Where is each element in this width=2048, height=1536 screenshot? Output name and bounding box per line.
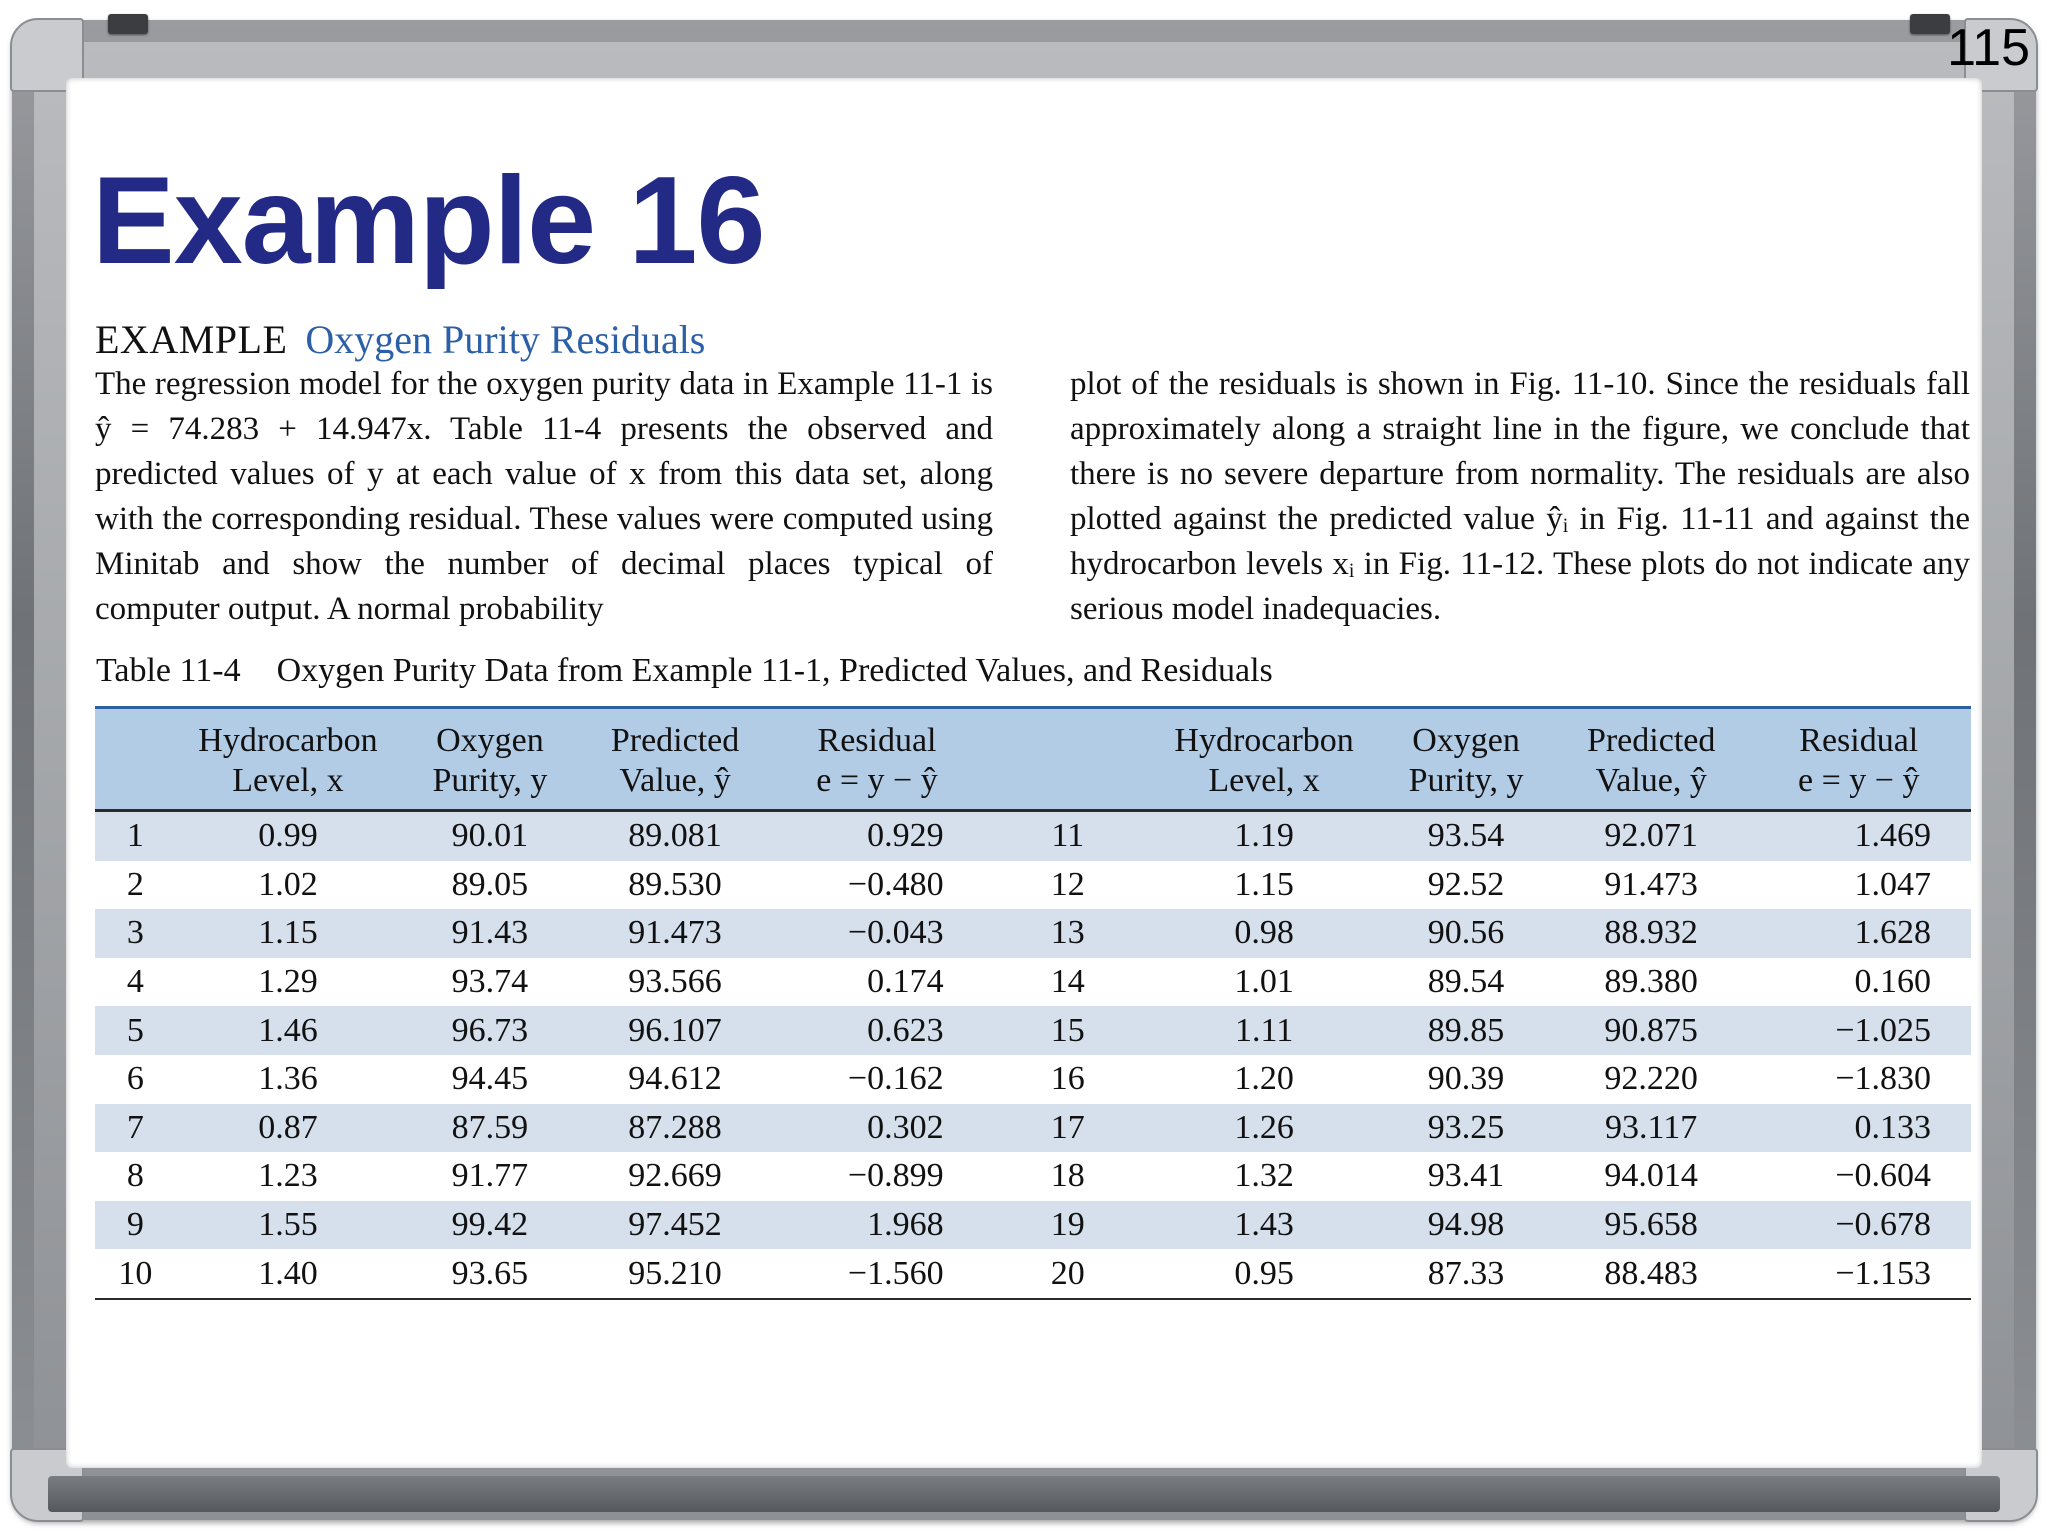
cell-oxygen: 93.54 bbox=[1427, 817, 1505, 855]
cell-oxygen: 89.05 bbox=[451, 865, 529, 903]
cell-oxygen: 89.54 bbox=[1427, 963, 1505, 1001]
cell-observation: 2 bbox=[126, 865, 144, 903]
header-predicted: Predicted Value, ŷ bbox=[610, 722, 740, 799]
cell-observation: 15 bbox=[1050, 1011, 1085, 1049]
example-topic: Oxygen Purity Residuals bbox=[305, 317, 706, 362]
cell-residual: 0.623 bbox=[867, 1011, 944, 1049]
cell-residual: −1.830 bbox=[1835, 1060, 1931, 1098]
cell-predicted: 95.210 bbox=[628, 1254, 722, 1292]
cell-oxygen: 90.56 bbox=[1427, 914, 1505, 952]
cell-predicted: 88.483 bbox=[1604, 1254, 1698, 1292]
cell-predicted: 91.473 bbox=[1604, 865, 1698, 903]
marker-tray bbox=[48, 1476, 2000, 1512]
cell-predicted: 89.380 bbox=[1604, 963, 1698, 1001]
cell-hydrocarbon: 1.02 bbox=[258, 865, 318, 903]
cell-observation: 12 bbox=[1050, 865, 1085, 903]
cell-residual: −1.560 bbox=[847, 1254, 944, 1292]
table-row bbox=[95, 1201, 1971, 1250]
cell-residual: −0.162 bbox=[847, 1060, 944, 1098]
cell-observation: 1 bbox=[126, 817, 144, 855]
cell-residual: −0.604 bbox=[1835, 1157, 1931, 1195]
cell-oxygen: 92.52 bbox=[1427, 865, 1505, 903]
header-hydrocarbon: Hydrocarbon Level, x bbox=[1174, 722, 1354, 799]
cell-hydrocarbon: 1.46 bbox=[258, 1011, 318, 1049]
slide-title: Example 16 bbox=[92, 152, 765, 290]
cell-hydrocarbon: 1.40 bbox=[258, 1254, 318, 1292]
example-heading bbox=[95, 316, 705, 363]
cell-residual: 0.929 bbox=[867, 817, 944, 855]
cell-residual: −0.043 bbox=[847, 914, 944, 952]
cell-hydrocarbon: 1.32 bbox=[1234, 1157, 1294, 1195]
cell-residual: 0.160 bbox=[1854, 963, 1931, 1001]
cell-oxygen: 91.77 bbox=[451, 1157, 529, 1195]
cell-residual: 1.968 bbox=[867, 1206, 944, 1244]
table-caption bbox=[96, 652, 1273, 690]
cell-residual: 1.047 bbox=[1854, 865, 1931, 903]
cell-residual: 0.133 bbox=[1854, 1108, 1931, 1146]
table-row bbox=[95, 958, 1971, 1007]
cell-hydrocarbon: 1.15 bbox=[258, 914, 318, 952]
cell-predicted: 92.220 bbox=[1604, 1060, 1698, 1098]
cell-residual: −0.899 bbox=[847, 1157, 944, 1195]
cell-observation: 19 bbox=[1050, 1206, 1085, 1244]
cell-hydrocarbon: 1.26 bbox=[1234, 1108, 1294, 1146]
cell-oxygen: 87.33 bbox=[1427, 1254, 1505, 1292]
cell-hydrocarbon: 0.99 bbox=[258, 817, 318, 855]
table-row bbox=[95, 861, 1971, 910]
cell-observation: 6 bbox=[126, 1060, 144, 1098]
cell-residual: 0.302 bbox=[867, 1108, 944, 1146]
cell-predicted: 94.014 bbox=[1604, 1157, 1698, 1195]
cell-oxygen: 94.98 bbox=[1427, 1206, 1505, 1244]
cell-hydrocarbon: 1.11 bbox=[1234, 1011, 1294, 1049]
table-header-row bbox=[95, 708, 1971, 811]
cell-predicted: 94.612 bbox=[628, 1060, 722, 1098]
cell-observation: 11 bbox=[1051, 817, 1085, 855]
cell-predicted: 90.875 bbox=[1604, 1011, 1698, 1049]
header-oxygen: Oxygen Purity, y bbox=[1408, 722, 1524, 799]
cell-predicted: 92.669 bbox=[628, 1157, 722, 1195]
cell-residual: 0.174 bbox=[867, 963, 944, 1001]
cell-oxygen: 93.65 bbox=[451, 1254, 529, 1292]
cell-predicted: 95.658 bbox=[1604, 1206, 1698, 1244]
cell-observation: 5 bbox=[126, 1011, 144, 1049]
cell-oxygen: 90.01 bbox=[451, 817, 529, 855]
cell-predicted: 97.452 bbox=[628, 1206, 722, 1244]
cell-hydrocarbon: 1.29 bbox=[258, 963, 318, 1001]
cell-oxygen: 93.25 bbox=[1427, 1108, 1505, 1146]
cell-oxygen: 93.74 bbox=[451, 963, 529, 1001]
cell-residual: −0.678 bbox=[1835, 1206, 1931, 1244]
cell-residual: −1.153 bbox=[1835, 1254, 1931, 1292]
frame-clip bbox=[108, 14, 148, 34]
cell-hydrocarbon: 1.15 bbox=[1234, 865, 1294, 903]
cell-observation: 8 bbox=[126, 1157, 144, 1195]
cell-hydrocarbon: 1.43 bbox=[1234, 1206, 1294, 1244]
cell-observation: 7 bbox=[126, 1108, 144, 1146]
table-number: Table 11-4 bbox=[96, 652, 241, 689]
cell-residual: −1.025 bbox=[1835, 1011, 1931, 1049]
cell-observation: 14 bbox=[1050, 963, 1085, 1001]
cell-predicted: 93.117 bbox=[1605, 1108, 1698, 1146]
table-caption-text: Oxygen Purity Data from Example 11-1, Predicted Values, and Residuals bbox=[276, 652, 1273, 689]
paragraph-left: The regression model for the oxygen purity data in Example 11-1 is ŷ = 74.283 + 14.947x. Table 11-4 presents the observed and predicted values of y at each value of x from this data set, along with the corresponding residual. These values were computed using Minitab and show the number of decimal places typical of computer output. A normal probability bbox=[95, 366, 993, 627]
table-row bbox=[95, 1249, 1971, 1299]
cell-predicted: 92.071 bbox=[1604, 817, 1698, 855]
cell-oxygen: 99.42 bbox=[451, 1206, 529, 1244]
header-predicted: Predicted Value, ŷ bbox=[1586, 722, 1716, 799]
residuals-table-wrap bbox=[95, 706, 1971, 1300]
header-oxygen: Oxygen Purity, y bbox=[432, 722, 548, 799]
page-number: 115 bbox=[1947, 19, 2030, 77]
cell-predicted: 96.107 bbox=[628, 1011, 722, 1049]
cell-oxygen: 90.39 bbox=[1427, 1060, 1505, 1098]
cell-observation: 18 bbox=[1050, 1157, 1085, 1195]
cell-residual: −0.480 bbox=[847, 865, 944, 903]
cell-residual: 1.628 bbox=[1854, 914, 1931, 952]
paragraph-right: plot of the residuals is shown in Fig. 11-10. Since the residuals fall approximately along a straight line in the figure, we conclude that there is no severe departure from normality. The residuals are also plotted against the predicted value ŷᵢ in Fig. 11-11 and against the hydrocarbon levels xᵢ in Fig. 11-12. These plots do not indicate any serious model inadequacies. bbox=[1070, 366, 1970, 627]
cell-observation: 16 bbox=[1050, 1060, 1085, 1098]
cell-hydrocarbon: 0.87 bbox=[258, 1108, 318, 1146]
cell-oxygen: 93.41 bbox=[1427, 1157, 1505, 1195]
cell-hydrocarbon: 0.98 bbox=[1234, 914, 1294, 952]
table-row bbox=[95, 811, 1971, 861]
header-index bbox=[984, 708, 1152, 811]
cell-predicted: 93.566 bbox=[628, 963, 722, 1001]
cell-predicted: 87.288 bbox=[628, 1108, 722, 1146]
cell-predicted: 89.530 bbox=[628, 865, 722, 903]
example-label: EXAMPLE bbox=[95, 317, 288, 362]
cell-oxygen: 91.43 bbox=[451, 914, 529, 952]
header-index bbox=[95, 708, 176, 811]
cell-observation: 3 bbox=[126, 914, 144, 952]
table-row bbox=[95, 1055, 1971, 1104]
header-hydrocarbon: Hydrocarbon Level, x bbox=[198, 722, 378, 799]
cell-observation: 4 bbox=[126, 963, 144, 1001]
cell-hydrocarbon: 1.20 bbox=[1234, 1060, 1294, 1098]
header-residual: Residual e = y − ŷ bbox=[816, 722, 938, 799]
cell-predicted: 91.473 bbox=[628, 914, 722, 952]
cell-hydrocarbon: 1.19 bbox=[1234, 817, 1294, 855]
table-row bbox=[95, 1006, 1971, 1055]
cell-hydrocarbon: 1.55 bbox=[258, 1206, 318, 1244]
cell-oxygen: 89.85 bbox=[1427, 1011, 1505, 1049]
cell-oxygen: 87.59 bbox=[451, 1108, 529, 1146]
residuals-table bbox=[95, 706, 1971, 1300]
cell-observation: 20 bbox=[1050, 1254, 1085, 1292]
cell-observation: 9 bbox=[126, 1206, 144, 1244]
cell-hydrocarbon: 1.23 bbox=[258, 1157, 318, 1195]
cell-oxygen: 96.73 bbox=[451, 1011, 529, 1049]
cell-observation: 13 bbox=[1050, 914, 1085, 952]
cell-predicted: 89.081 bbox=[628, 817, 722, 855]
table-body bbox=[95, 811, 1971, 1299]
table-row bbox=[95, 1152, 1971, 1201]
header-residual: Residual e = y − ŷ bbox=[1798, 722, 1920, 799]
table-row bbox=[95, 909, 1971, 958]
cell-hydrocarbon: 0.95 bbox=[1234, 1254, 1294, 1292]
cell-hydrocarbon: 1.01 bbox=[1234, 963, 1294, 1001]
cell-hydrocarbon: 1.36 bbox=[258, 1060, 318, 1098]
cell-observation: 17 bbox=[1050, 1108, 1085, 1146]
table-row bbox=[95, 1104, 1971, 1153]
cell-observation: 10 bbox=[118, 1254, 153, 1292]
cell-predicted: 88.932 bbox=[1604, 914, 1698, 952]
cell-oxygen: 94.45 bbox=[451, 1060, 529, 1098]
frame-clip bbox=[1910, 14, 1950, 34]
cell-residual: 1.469 bbox=[1854, 817, 1931, 855]
